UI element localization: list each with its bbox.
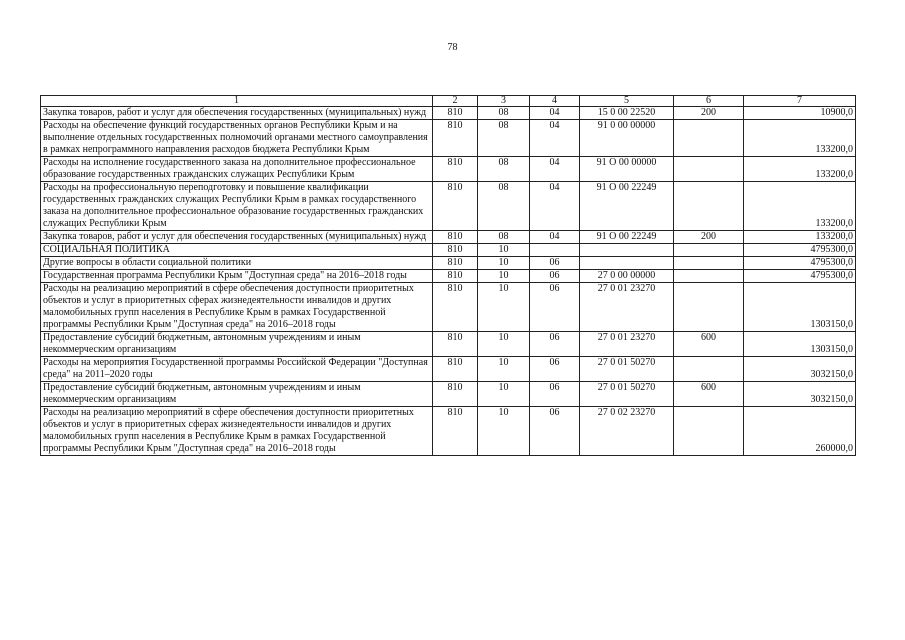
target-article-cell: 27 0 01 23270: [580, 332, 674, 357]
table-row: [41, 283, 856, 332]
section-code-cell: 08: [478, 182, 530, 231]
ministry-code-cell: 810: [433, 120, 478, 157]
subsection-code-cell: 04: [530, 157, 580, 182]
table-row: [41, 270, 856, 283]
table-row: [41, 157, 856, 182]
expense-type-cell: [674, 157, 744, 182]
expense-type-cell: 600: [674, 332, 744, 357]
section-code-cell: 10: [478, 332, 530, 357]
expense-type-cell: [674, 120, 744, 157]
section-code-cell: 08: [478, 157, 530, 182]
table-row: [41, 182, 856, 231]
ministry-code-cell: 810: [433, 357, 478, 382]
amount-cell: 3032150,0: [744, 382, 856, 407]
ministry-code-cell: 810: [433, 257, 478, 270]
column-header: 4: [530, 96, 580, 107]
table-row: [41, 357, 856, 382]
column-header: 3: [478, 96, 530, 107]
target-article-cell: 15 0 00 22520: [580, 107, 674, 120]
section-code-cell: 08: [478, 107, 530, 120]
table-row: [41, 120, 856, 157]
row-name-cell: Расходы на реализацию мероприятий в сфере обеспечения доступности приоритетных объектов и услуг в приоритетных сферах жизнедеятельности инвалидов и других маломобильных групп населения в Республике Крым в рамках Государственной программы Республики Крым "Доступная среда" на 2016–2018 годы: [41, 407, 433, 456]
expense-type-cell: [674, 407, 744, 456]
ministry-code-cell: 810: [433, 382, 478, 407]
expense-type-cell: 200: [674, 231, 744, 244]
subsection-code-cell: 06: [530, 270, 580, 283]
amount-cell: 4795300,0: [744, 257, 856, 270]
target-article-cell: 27 0 01 23270: [580, 283, 674, 332]
section-code-cell: 10: [478, 407, 530, 456]
ministry-code-cell: 810: [433, 407, 478, 456]
subsection-code-cell: 06: [530, 283, 580, 332]
table-row: [41, 231, 856, 244]
section-code-cell: 10: [478, 283, 530, 332]
expense-type-cell: 600: [674, 382, 744, 407]
amount-cell: 133200,0: [744, 231, 856, 244]
row-name-cell: Предоставление субсидий бюджетным, автономным учреждениям и иным некоммерческим организациям: [41, 382, 433, 407]
section-code-cell: 10: [478, 382, 530, 407]
row-name-cell: Расходы на мероприятия Государственной программы Российской Федерации "Доступная среда" на 2011–2020 годы: [41, 357, 433, 382]
subsection-code-cell: 04: [530, 107, 580, 120]
amount-cell: 133200,0: [744, 182, 856, 231]
amount-cell: 1303150,0: [744, 283, 856, 332]
target-article-cell: 27 0 00 00000: [580, 270, 674, 283]
amount-cell: 3032150,0: [744, 357, 856, 382]
ministry-code-cell: 810: [433, 182, 478, 231]
row-name-cell: Закупка товаров, работ и услуг для обеспечения государственных (муниципальных) нужд: [41, 231, 433, 244]
section-code-cell: 08: [478, 120, 530, 157]
table-row: [41, 382, 856, 407]
budget-table: [40, 95, 856, 456]
section-code-cell: 10: [478, 257, 530, 270]
ministry-code-cell: 810: [433, 244, 478, 257]
table-row: [41, 257, 856, 270]
expense-type-cell: 200: [674, 107, 744, 120]
row-name-cell: Предоставление субсидий бюджетным, автономным учреждениям и иным некоммерческим организациям: [41, 332, 433, 357]
expense-type-cell: [674, 257, 744, 270]
subsection-code-cell: 06: [530, 407, 580, 456]
subsection-code-cell: 06: [530, 382, 580, 407]
table-row: [41, 407, 856, 456]
amount-cell: 1303150,0: [744, 332, 856, 357]
subsection-code-cell: [530, 244, 580, 257]
section-code-cell: 10: [478, 357, 530, 382]
target-article-cell: 91 0 00 00000: [580, 120, 674, 157]
row-name-cell: Закупка товаров, работ и услуг для обеспечения государственных (муниципальных) нужд: [41, 107, 433, 120]
target-article-cell: [580, 257, 674, 270]
subsection-code-cell: 04: [530, 182, 580, 231]
target-article-cell: 27 0 01 50270: [580, 382, 674, 407]
row-name-cell: Расходы на исполнение государственного заказа на дополнительное профессиональное образование государственных гражданских служащих Республики Крым: [41, 157, 433, 182]
ministry-code-cell: 810: [433, 332, 478, 357]
row-name-cell: Расходы на профессиональную переподготовку и повышение квалификации государственных гражданских служащих Республики Крым в рамках государственного заказа на дополнительное профессиональное образование государственных гражданских служащих Республики Крым: [41, 182, 433, 231]
expense-type-cell: [674, 270, 744, 283]
row-name-cell: Государственная программа Республики Крым "Доступная среда" на 2016–2018 годы: [41, 270, 433, 283]
amount-cell: 10900,0: [744, 107, 856, 120]
subsection-code-cell: 06: [530, 357, 580, 382]
expense-type-cell: [674, 283, 744, 332]
target-article-cell: [580, 244, 674, 257]
expense-type-cell: [674, 357, 744, 382]
section-code-cell: 08: [478, 231, 530, 244]
page-number: 78: [447, 42, 458, 53]
column-header: 5: [580, 96, 674, 107]
column-number-row: [41, 96, 856, 107]
ministry-code-cell: 810: [433, 157, 478, 182]
table-row: [41, 332, 856, 357]
table-row: [41, 244, 856, 257]
ministry-code-cell: 810: [433, 270, 478, 283]
amount-cell: 133200,0: [744, 120, 856, 157]
row-name-cell: Расходы на реализацию мероприятий в сфере обеспечения доступности приоритетных объектов и услуг в приоритетных сферах жизнедеятельности инвалидов и других маломобильных групп населения в Республике Крым в рамках Государственной программы Республики Крым "Доступная среда" на 2016–2018 годы: [41, 283, 433, 332]
expense-type-cell: [674, 244, 744, 257]
subsection-code-cell: 04: [530, 231, 580, 244]
section-code-cell: 10: [478, 270, 530, 283]
column-header: 1: [41, 96, 433, 107]
target-article-cell: 91 О 00 22249: [580, 182, 674, 231]
row-name-cell: СОЦИАЛЬНАЯ ПОЛИТИКА: [41, 244, 433, 257]
column-header: 7: [744, 96, 856, 107]
amount-cell: 133200,0: [744, 157, 856, 182]
target-article-cell: 91 О 00 00000: [580, 157, 674, 182]
target-article-cell: 27 0 01 50270: [580, 357, 674, 382]
amount-cell: 4795300,0: [744, 244, 856, 257]
subsection-code-cell: 06: [530, 257, 580, 270]
amount-cell: 4795300,0: [744, 270, 856, 283]
row-name-cell: Расходы на обеспечение функций государственных органов Республики Крым и на выполнение отдельных государственных полномочий органами местного самоуправления в рамках непрограммного направления расходов бюджета Республики Крым: [41, 120, 433, 157]
subsection-code-cell: 04: [530, 120, 580, 157]
column-header: 6: [674, 96, 744, 107]
row-name-cell: Другие вопросы в области социальной политики: [41, 257, 433, 270]
section-code-cell: 10: [478, 244, 530, 257]
target-article-cell: 27 0 02 23270: [580, 407, 674, 456]
subsection-code-cell: 06: [530, 332, 580, 357]
ministry-code-cell: 810: [433, 231, 478, 244]
column-header: 2: [433, 96, 478, 107]
amount-cell: 260000,0: [744, 407, 856, 456]
target-article-cell: 91 О 00 22249: [580, 231, 674, 244]
ministry-code-cell: 810: [433, 283, 478, 332]
ministry-code-cell: 810: [433, 107, 478, 120]
expense-type-cell: [674, 182, 744, 231]
table-row: [41, 107, 856, 120]
